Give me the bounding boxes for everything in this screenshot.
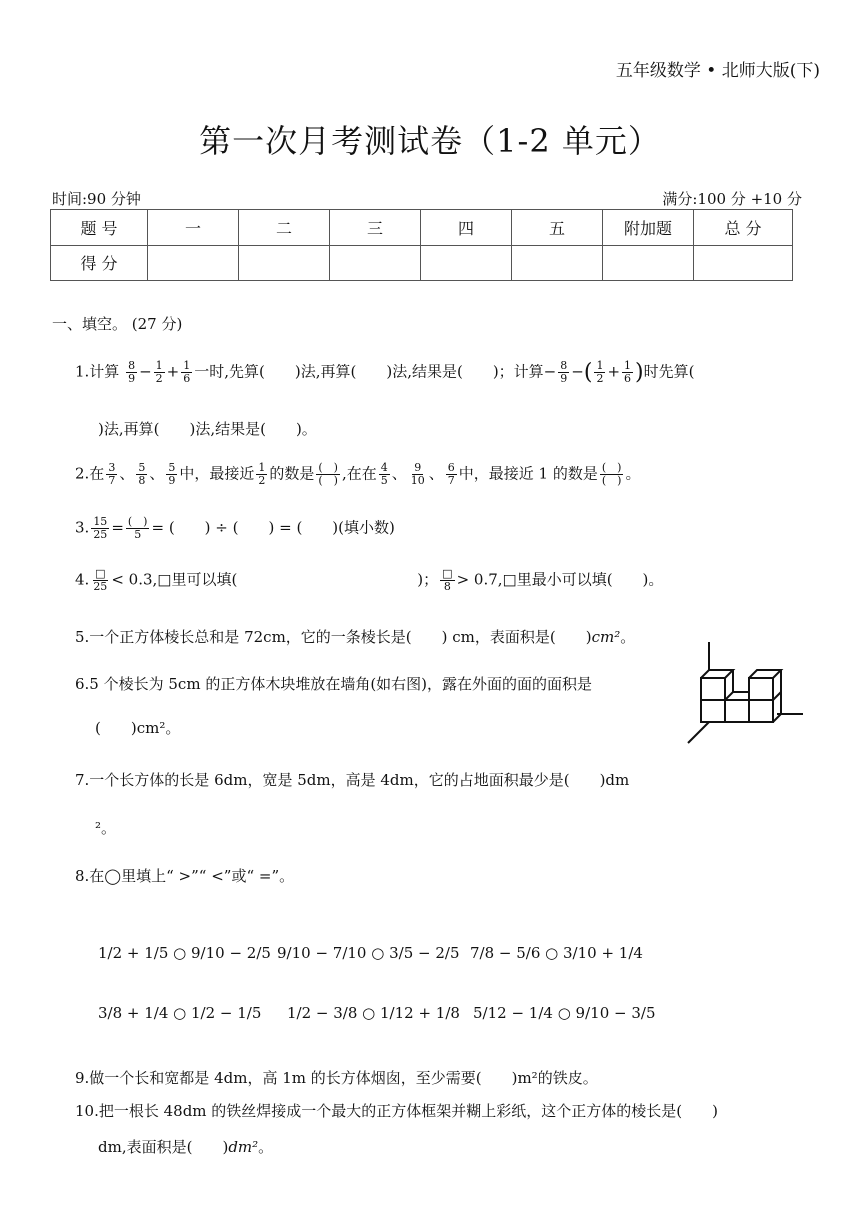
comparison-item: 9/10 − 7/10 ○ 3/5 − 2/5 xyxy=(277,944,460,962)
fraction: $\frac{1}{6}$ xyxy=(183,359,191,385)
fraction: $\frac{1}{2}$ xyxy=(596,359,604,385)
score-input-cell[interactable] xyxy=(330,245,421,281)
full-score: 满分:100 分 +10 分 xyxy=(662,190,802,208)
cube-top xyxy=(725,692,749,700)
score-cell: 附加题 xyxy=(603,210,694,246)
fraction: $\frac{8}{9}$ xyxy=(560,359,568,385)
fraction: $\frac{1}{6}$ xyxy=(624,359,632,385)
score-input-cell[interactable] xyxy=(512,245,603,281)
floor-line xyxy=(688,722,709,743)
question-1-line-1: 1.计算 $\frac{8}{9}$ − $\frac{1}{2}$ + $\frac{1}{6}$ 一时,先算( )法,再算( )法,结果是( )；计算− $\frac{8}{9}$ −( $\frac{1}{2}$ + $\frac{1}{6}$ )时先算( xyxy=(75,359,695,385)
score-cell: 得 分 xyxy=(51,245,148,281)
score-input-cell[interactable] xyxy=(239,245,330,281)
cube-face xyxy=(749,700,773,722)
fraction: $\frac{1}{2}$ xyxy=(258,461,266,487)
fraction: $\frac{15}{25}$ xyxy=(93,515,108,541)
cube-face xyxy=(701,700,725,722)
fraction: $\frac{5}{8}$ xyxy=(138,461,146,487)
score-input-cell[interactable] xyxy=(603,245,694,281)
score-cell: 三 xyxy=(330,210,421,246)
fraction: $\frac{□}{25}$ xyxy=(93,567,108,593)
score-cell: 四 xyxy=(421,210,512,246)
question-4: 4. $\frac{□}{25}$ < 0.3,□里可以填( )； $\frac{□}{8}$ > 0.7,□里最小可以填( )。 xyxy=(75,567,664,593)
question-1-line-2: )法,再算( )法,结果是( )。 xyxy=(98,420,317,438)
time-limit: 时间:90 分钟 xyxy=(52,190,141,208)
fraction: $\frac{4}{5}$ xyxy=(380,461,388,487)
cube-face xyxy=(725,700,749,722)
fraction: $\frac{9}{10}$ xyxy=(410,461,425,487)
question-10-line-1: 10.把一根长 48dm 的铁丝焊接成一个最大的正方体框架并糊上彩纸，这个正方体的棱长是( ) xyxy=(75,1102,719,1120)
comparison-item: 5/12 − 1/4 ○ 9/10 − 3/5 xyxy=(473,1004,656,1022)
fraction: $\frac{8}{9}$ xyxy=(128,359,136,385)
cube-top xyxy=(749,670,781,678)
question-6-line-2: ( )cm²。 xyxy=(95,719,181,737)
score-input-cell[interactable] xyxy=(421,245,512,281)
score-cell: 一 xyxy=(148,210,239,246)
grade-label: 五年级数学 • 北师大版(下) xyxy=(615,61,820,81)
question-9: 9.做一个长和宽都是 4dm，高 1m 的长方体烟囱，至少需要( )m²的铁皮。 xyxy=(75,1069,598,1087)
score-cell: 二 xyxy=(239,210,330,246)
q1-text: 时,先算( )法,再算( )法,结果是( )；计算− xyxy=(209,362,557,381)
question-8: 8.在◯里填上“ >”“ <”或“ =”。 xyxy=(75,867,295,885)
section-heading: 一、填空。 (27 分) xyxy=(52,315,183,333)
score-input-cell[interactable] xyxy=(148,245,239,281)
comparison-item: 1/2 − 3/8 ○ 1/12 + 1/8 xyxy=(287,1004,460,1022)
fraction: $\frac{3}{7}$ xyxy=(108,461,116,487)
question-6-line-1: 6.5 个棱长为 5cm 的正方体木块堆放在墙角(如右图)，露在外面的面的面积是 xyxy=(75,675,593,693)
answer-fraction-blank[interactable]: $\frac{( )}{( )}$ xyxy=(318,461,338,487)
answer-fraction-blank[interactable]: $\frac{( )}{5}$ xyxy=(127,515,148,541)
answer-fraction-blank[interactable]: $\frac{( )}{( )}$ xyxy=(601,461,622,487)
score-table-header-row xyxy=(51,210,793,246)
score-table xyxy=(50,209,793,281)
comparison-item: 3/8 + 1/4 ○ 1/2 − 1/5 xyxy=(98,1004,262,1022)
question-5: 5.一个正方体棱长总和是 72cm，它的一条棱长是( ) cm，表面积是( )cm²。 xyxy=(75,628,636,646)
comparison-item: 7/8 − 5/6 ○ 3/10 + 1/4 xyxy=(470,944,643,962)
fraction: $\frac{6}{7}$ xyxy=(447,461,455,487)
fraction: $\frac{□}{8}$ xyxy=(442,567,453,593)
score-cell: 总 分 xyxy=(694,210,793,246)
page-title: 第一次月考测试卷（1-2 单元） xyxy=(199,122,661,160)
q1-text: 1.计算 xyxy=(75,362,120,381)
question-7-line-2: ²。 xyxy=(95,819,117,837)
question-2: 2.在 $\frac{3}{7}$ 、 $\frac{5}{8}$ 、 $\frac{5}{9}$ 中，最接近 $\frac{1}{2}$ 的数是 $\frac{( )}{( )}$ ,在在 $\frac{4}{5}$ 、 $\frac{9}{10}$ 、 $\frac{6}{7}$ 中，最接近 1 的数是 $\frac{( )}{( )}$ 。 xyxy=(75,461,641,487)
score-cell: 五 xyxy=(512,210,603,246)
comparison-item: 1/2 + 1/5 ○ 9/10 − 2/5 xyxy=(98,944,271,962)
score-cell: 题 号 xyxy=(51,210,148,246)
score-input-cell[interactable] xyxy=(694,245,793,281)
question-3: 3. $\frac{15}{25}$ = $\frac{( )}{5}$ = ( ) ÷ ( ) = ( )(填小数) xyxy=(75,515,395,541)
cube-face xyxy=(701,678,725,700)
cube-face xyxy=(749,678,773,700)
cube-top xyxy=(701,670,733,678)
fraction: $\frac{1}{2}$ xyxy=(155,359,163,385)
stacked-cubes-figure xyxy=(685,640,810,745)
question-7-line-1: 7.一个长方体的长是 6dm，宽是 5dm，高是 4dm，它的占地面积最少是( )dm xyxy=(75,771,630,789)
question-10-line-2: dm,表面积是( )dm²。 xyxy=(98,1138,274,1156)
score-table-score-row xyxy=(51,245,793,281)
fraction: $\frac{5}{9}$ xyxy=(168,461,176,487)
cube-side xyxy=(773,692,781,700)
q1-text: 时先算( xyxy=(643,362,695,381)
